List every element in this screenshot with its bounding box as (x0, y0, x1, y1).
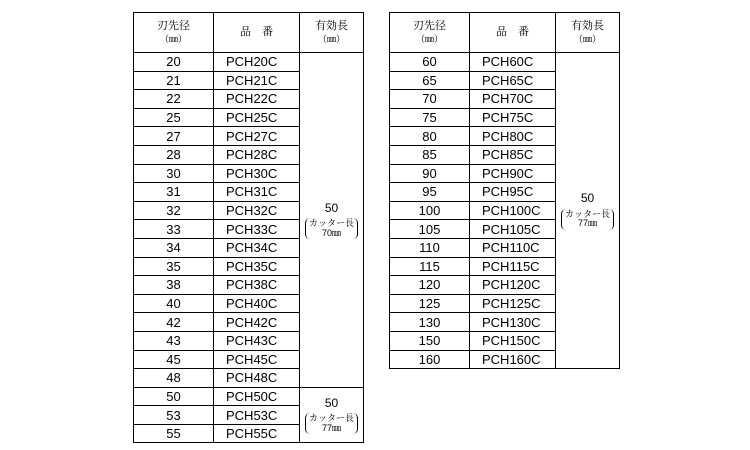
diameter-cell: 70 (390, 90, 470, 109)
header-row (134, 13, 364, 53)
diameter-cell: 35 (134, 257, 214, 276)
part-number-cell: PCH38C (214, 276, 300, 295)
part-number-cell: PCH35C (214, 257, 300, 276)
part-number-cell: PCH60C (470, 53, 556, 72)
diameter-cell: 80 (390, 127, 470, 146)
diameter-cell: 55 (134, 424, 214, 443)
part-number-cell: PCH28C (214, 145, 300, 164)
part-number-cell: PCH22C (214, 90, 300, 109)
diameter-cell: 90 (390, 164, 470, 183)
part-number-cell: PCH130C (470, 313, 556, 332)
diameter-cell: 115 (390, 257, 470, 276)
diameter-cell: 34 (134, 238, 214, 257)
part-number-cell: PCH25C (214, 108, 300, 127)
diameter-cell: 30 (134, 164, 214, 183)
part-number-cell: PCH27C (214, 127, 300, 146)
diameter-cell: 125 (390, 294, 470, 313)
diameter-cell: 110 (390, 238, 470, 257)
part-number-cell: PCH43C (214, 331, 300, 350)
table-row (134, 387, 364, 406)
effective-length-cell (300, 53, 364, 388)
part-number-cell: PCH21C (214, 71, 300, 90)
header-effective-length: 有効長 （㎜） (556, 13, 620, 53)
part-number-cell: PCH80C (470, 127, 556, 146)
part-number-cell: PCH30C (214, 164, 300, 183)
diameter-cell: 120 (390, 276, 470, 295)
diameter-cell: 95 (390, 183, 470, 202)
part-number-cell: PCH33C (214, 220, 300, 239)
diameter-cell: 45 (134, 350, 214, 369)
diameter-cell: 50 (134, 387, 214, 406)
diameter-cell: 20 (134, 53, 214, 72)
diameter-cell: 33 (134, 220, 214, 239)
header-effective-length: 有効長 （㎜） (300, 13, 364, 53)
effective-length-value: 50 (580, 191, 595, 206)
part-number-cell: PCH53C (214, 406, 300, 425)
header-diameter: 刃先径 （㎜） (390, 13, 470, 53)
spec-table-left (133, 12, 364, 443)
diameter-cell: 150 (390, 331, 470, 350)
header-part-number: 品 番 (470, 13, 556, 53)
cutter-length-label: カッター長 (565, 208, 610, 219)
part-number-cell: PCH32C (214, 201, 300, 220)
part-number-cell: PCH115C (470, 257, 556, 276)
part-number-cell: PCH160C (470, 350, 556, 369)
part-number-cell: PCH100C (470, 201, 556, 220)
cutter-length-value: 77㎜ (321, 422, 341, 433)
part-number-cell: PCH45C (214, 350, 300, 369)
diameter-cell: 27 (134, 127, 214, 146)
effective-length-cell (556, 53, 620, 369)
diameter-cell: 160 (390, 350, 470, 369)
diameter-cell: 31 (134, 183, 214, 202)
part-number-cell: PCH110C (470, 238, 556, 257)
diameter-cell: 65 (390, 71, 470, 90)
part-number-cell: PCH65C (470, 71, 556, 90)
part-number-cell: PCH85C (470, 145, 556, 164)
cutter-length-label: カッター長 (309, 413, 354, 424)
part-number-cell: PCH120C (470, 276, 556, 295)
part-number-cell: PCH20C (214, 53, 300, 72)
diameter-cell: 53 (134, 406, 214, 425)
part-number-cell: PCH90C (470, 164, 556, 183)
diameter-cell: 38 (134, 276, 214, 295)
diameter-cell: 75 (390, 108, 470, 127)
header-part-number: 品 番 (214, 13, 300, 53)
diameter-cell: 105 (390, 220, 470, 239)
part-number-cell: PCH70C (470, 90, 556, 109)
part-number-cell: PCH55C (214, 424, 300, 443)
effective-length-value: 50 (324, 200, 339, 215)
diameter-cell: 21 (134, 71, 214, 90)
diameter-cell: 25 (134, 108, 214, 127)
part-number-cell: PCH48C (214, 369, 300, 388)
diameter-cell: 43 (134, 331, 214, 350)
diameter-cell: 48 (134, 369, 214, 388)
diameter-cell: 100 (390, 201, 470, 220)
diameter-cell: 130 (390, 313, 470, 332)
diameter-cell: 32 (134, 201, 214, 220)
cutter-length-note (561, 209, 614, 230)
cutter-length-label: カッター長 (309, 218, 354, 229)
cutter-length-note (305, 218, 358, 239)
diameter-cell: 40 (134, 294, 214, 313)
effective-length-cell (300, 387, 364, 443)
header-diameter: 刃先径 （㎜） (134, 13, 214, 53)
cutter-length-value: 77㎜ (577, 218, 597, 229)
part-number-cell: PCH42C (214, 313, 300, 332)
spec-table-right (389, 12, 620, 369)
part-number-cell: PCH50C (214, 387, 300, 406)
diameter-cell: 28 (134, 145, 214, 164)
header-row (390, 13, 620, 53)
diameter-cell: 60 (390, 53, 470, 72)
effective-length-value: 50 (324, 395, 339, 410)
cutter-length-value: 70㎜ (321, 227, 341, 238)
part-number-cell: PCH150C (470, 331, 556, 350)
diameter-cell: 22 (134, 90, 214, 109)
part-number-cell: PCH40C (214, 294, 300, 313)
part-number-cell: PCH125C (470, 294, 556, 313)
part-number-cell: PCH34C (214, 238, 300, 257)
part-number-cell: PCH95C (470, 183, 556, 202)
part-number-cell: PCH105C (470, 220, 556, 239)
diameter-cell: 85 (390, 145, 470, 164)
cutter-length-note (305, 413, 358, 434)
part-number-cell: PCH75C (470, 108, 556, 127)
diameter-cell: 42 (134, 313, 214, 332)
table-row (134, 53, 364, 72)
part-number-cell: PCH31C (214, 183, 300, 202)
table-row (390, 53, 620, 72)
